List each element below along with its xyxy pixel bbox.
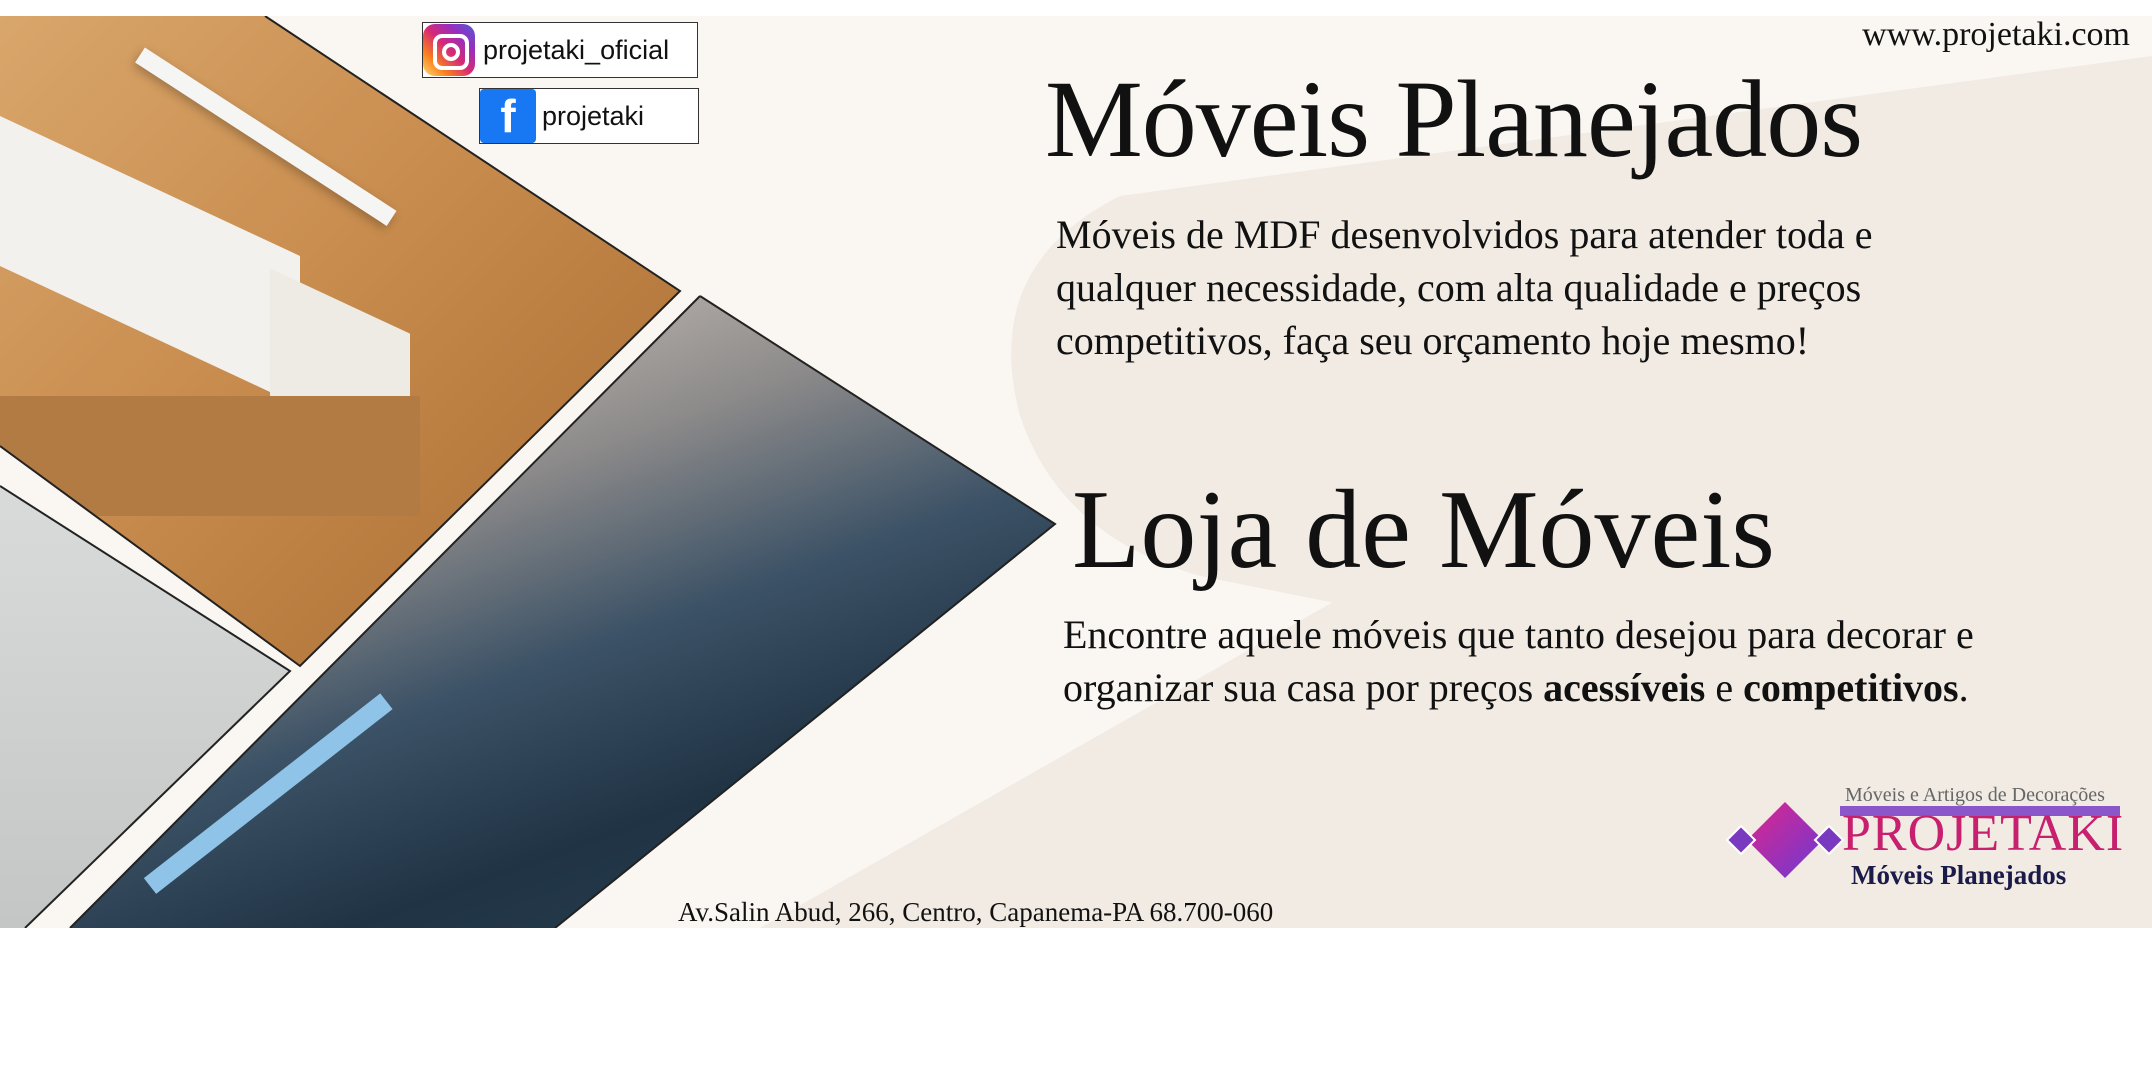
projetaki-logo <box>1725 784 2125 914</box>
logo-subtitle: Móveis Planejados <box>1851 860 2067 890</box>
body-suffix: . <box>1958 665 1969 710</box>
section-body-loja <box>1063 608 1983 714</box>
section-body-planejados: Móveis de MDF desenvolvidos para atender toda e qualquer necessidade, com alta qualidade e preços competitivos, faça seu orçamento hoje mesmo! <box>1056 212 1873 363</box>
diamond-logo-icon <box>1725 802 1845 902</box>
instagram-link[interactable] <box>422 22 698 78</box>
facebook-handle: projetaki <box>542 100 645 131</box>
instagram-handle: projetaki_oficial <box>483 34 670 65</box>
store-address: Av.Salin Abud, 266, Centro, Capanema-PA 68.700-060 <box>678 897 1274 927</box>
photo-borders <box>0 16 1060 928</box>
body-connector: e <box>1705 665 1744 710</box>
instagram-icon <box>423 24 475 76</box>
banner <box>0 16 2152 928</box>
logo-tagline: Móveis e Artigos de Decorações <box>1845 784 2105 806</box>
facebook-link[interactable] <box>479 88 699 144</box>
logo-name: PROJETAKI <box>1842 805 2125 862</box>
section-title-planejados: Móveis Planejados <box>1045 58 1863 180</box>
bold-competitive: competitivos <box>1743 665 1959 710</box>
bold-accessible: acessíveis <box>1543 665 1706 710</box>
website-link[interactable]: www.projetaki.com <box>1862 16 2130 53</box>
facebook-icon: f <box>480 89 536 143</box>
section-title-loja: Loja de Móveis <box>1072 468 1775 592</box>
body-prefix: Encontre aquele móveis que tanto desejou para decorar e organizar sua casa por preços <box>1063 612 1974 710</box>
